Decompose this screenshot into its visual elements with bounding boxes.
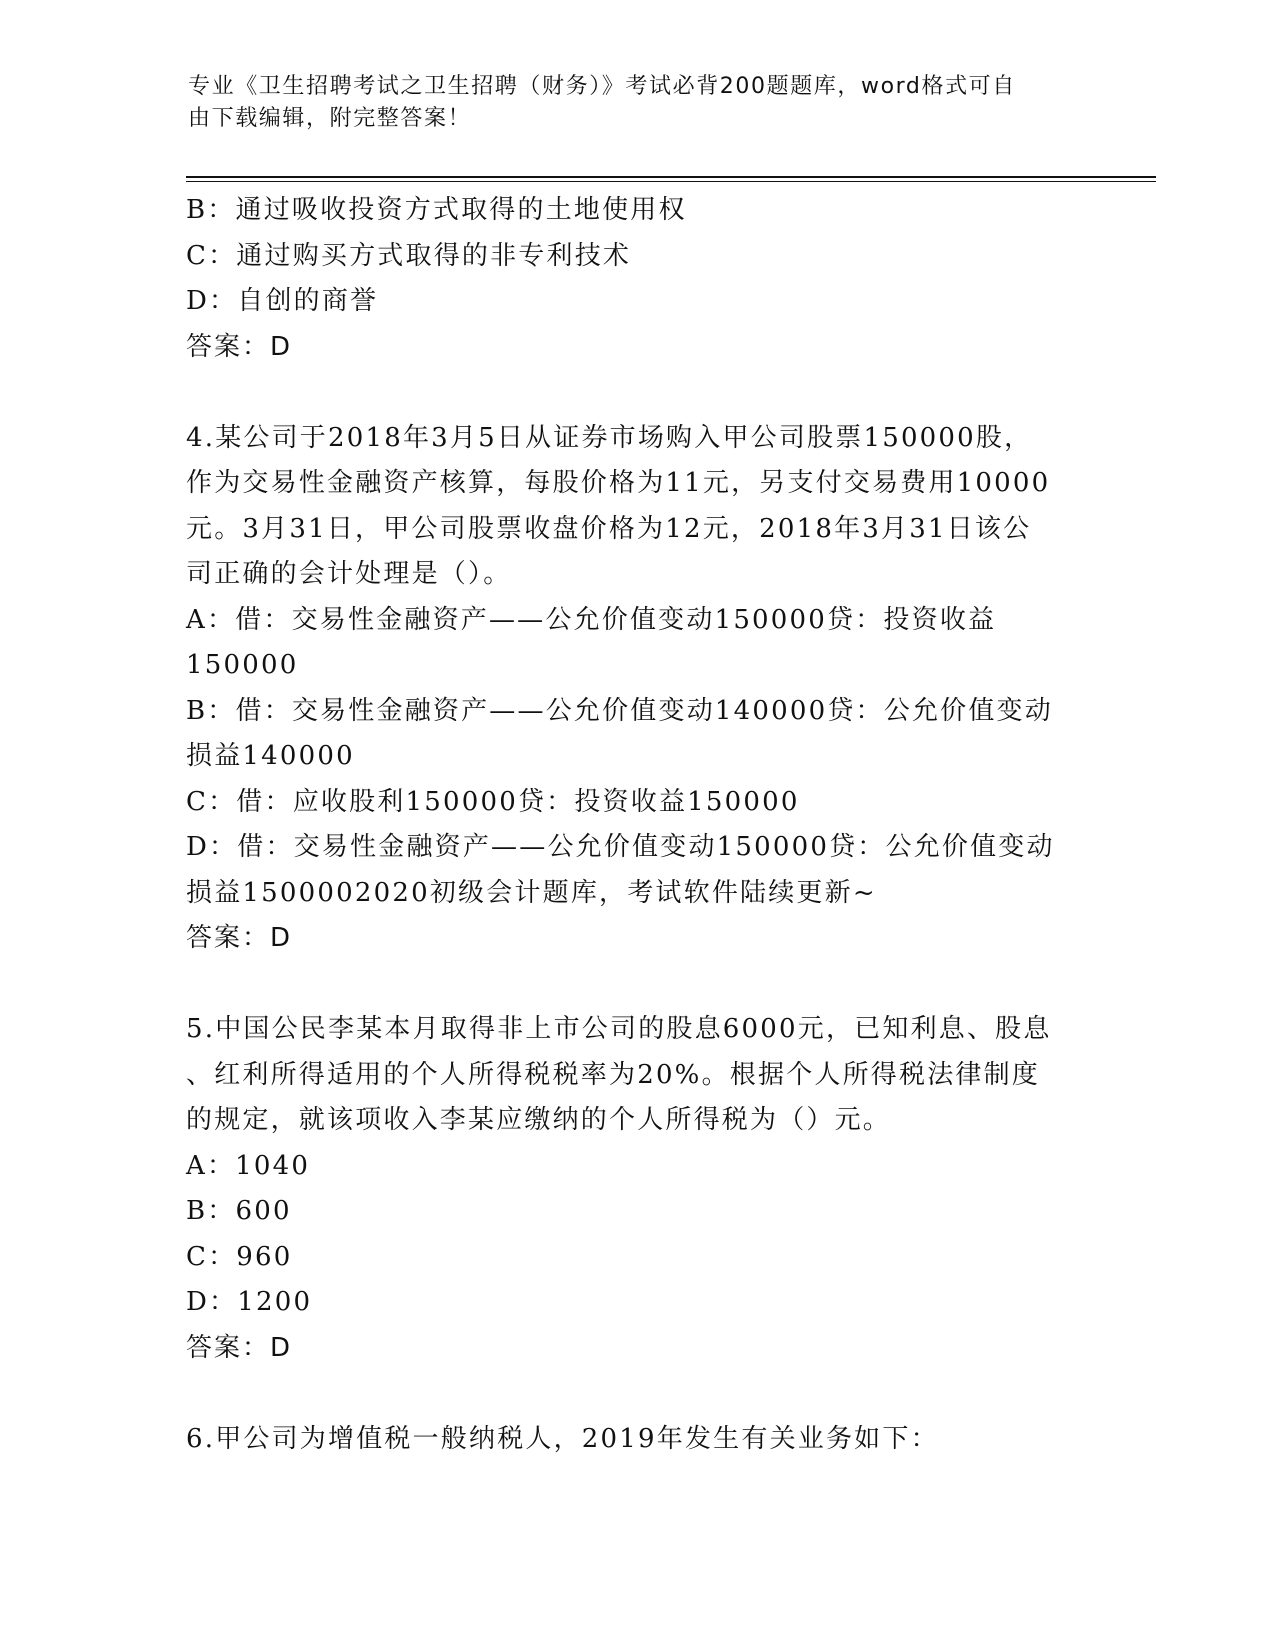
header-divider-thin: [186, 181, 1156, 182]
q4-option-a-line-1: A：借：交易性金融资产——公允价值变动150000贷：投资收益: [186, 604, 997, 635]
q4-stem-line-4: 司正确的会计处理是（）。: [186, 559, 512, 589]
header-divider-thick: [186, 176, 1156, 178]
header-line-1: 专业《卫生招聘考试之卫生招聘（财务）》考试必背200题题库，word格式可自: [188, 74, 1016, 99]
document-body: [186, 188, 1086, 1462]
question-3: [186, 188, 1086, 370]
q4-option-d-line-2: 损益1500002020初级会计题库，考试软件陆续更新~: [186, 877, 877, 908]
q5-option-b: B：600: [186, 1196, 292, 1226]
question-4: [186, 416, 1086, 962]
document-header: [188, 71, 1068, 135]
q5-stem-line-3: 的规定，就该项收入李某应缴纳的个人所得税为（）元。: [186, 1105, 892, 1135]
q5-option-c: C：960: [186, 1241, 293, 1272]
question-5: [186, 1007, 1086, 1371]
q3-option-b: B：通过吸收投资方式取得的土地使用权: [186, 195, 687, 225]
q4-answer: 答案：D: [186, 923, 293, 953]
q3-option-d: D：自创的商誉: [186, 286, 379, 316]
q4-option-b-line-1: B：借：交易性金融资产——公允价值变动140000贷：公允价值变动: [186, 695, 1053, 726]
q5-option-d: D：1200: [186, 1287, 313, 1317]
q3-option-c: C：通过购买方式取得的非专利技术: [186, 240, 632, 271]
q5-stem-line-1: 5.中国公民李某本月取得非上市公司的股息6000元，已知利息、股息: [186, 1014, 1052, 1044]
spacer: [186, 1371, 1086, 1417]
q5-stem-line-2: 、红利所得适用的个人所得税税率为20%。根据个人所得税法律制度: [186, 1059, 1040, 1090]
question-6: [186, 1417, 1086, 1463]
q4-stem-line-3: 元。3月31日，甲公司股票收盘价格为12元，2018年3月31日该公: [186, 513, 1032, 544]
spacer: [186, 370, 1086, 416]
q4-stem-line-2: 作为交易性金融资产核算，每股价格为11元，另支付交易费用10000: [186, 468, 1051, 498]
q3-answer: 答案：D: [186, 331, 293, 362]
q4-option-b-line-2: 损益140000: [186, 741, 355, 771]
header-line-2: 由下载编辑，附完整答案！: [188, 106, 472, 131]
q5-option-a: A：1040: [186, 1150, 311, 1181]
q4-option-c: C：借：应收股利150000贷：投资收益150000: [186, 786, 800, 817]
spacer: [186, 962, 1086, 1008]
q6-stem-line-1: 6.甲公司为增值税一般纳税人，2019年发生有关业务如下：: [186, 1423, 939, 1454]
q4-option-d-line-1: D：借：交易性金融资产——公允价值变动150000贷：公允价值变动: [186, 832, 1055, 862]
q4-option-a-line-2: 150000: [186, 650, 299, 680]
q4-stem-line-1: 4.某公司于2018年3月5日从证券市场购入甲公司股票150000股，: [186, 422, 1033, 453]
q5-answer: 答案：D: [186, 1332, 293, 1363]
